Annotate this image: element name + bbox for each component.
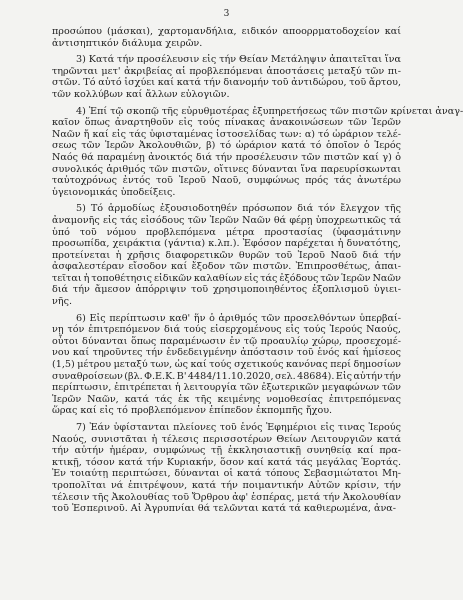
- text-line: ὑγειονομικάς ὑποδείξεις.: [52, 186, 176, 198]
- text-line: προσώπου (μάσκαι), χαρτομανδήλια, ειδικόν αποορρματοδοχείον καί: [52, 26, 401, 37]
- text-line: τροπολῖται νά ἐπιτρέψουν, κατά τήν ποιμαντικήν Αὐτῶν κρίσιν, τήν: [52, 479, 401, 491]
- text-line: καῖον ὅπως ἀναρτηθοῦν εἰς τούς πίνακας ἀνακοινώσεων τῶν Ἱερῶν: [52, 117, 401, 129]
- page-number: 3: [223, 9, 230, 19]
- text-line: περίπτωσιν, ἐπιτρέπεται ἡ λειτουργία τῶν ἐξωτερικῶν μεγαφώνων τῶν: [52, 382, 401, 394]
- text-line: 5) Τό ἁρμοδίως ἐξουσιοδοτηθέν πρόσωπον διά τόν ἔλεγχον τῆς: [76, 203, 401, 215]
- paragraph: [52, 105, 463, 199]
- text-line: 4) Ἐπί τῷ σκοπῷ τῆς εὐρυθμοτέρας ἐξυπηρετήσεως τῶν πιστῶν κρίνεται ἀναγ-: [76, 105, 463, 117]
- text-line: Ἐν τοιαύτῃ περιπτώσει, δύνανται οἱ κατά τόπους Σεβασμιώτατοι Μη-: [52, 468, 401, 480]
- text-line: συνολικός ἀριθμός τῶν πιστῶν, οἵτινες δύνανται ἵνα παρευρίσκωνται: [52, 163, 401, 175]
- paragraph: [52, 54, 401, 100]
- paragraph: [52, 422, 401, 515]
- text-line: 3) Κατά τήν προσέλευσιν εἰς τήν Θείαν Μετάληψιν ἀπαιτεῖται ἵνα: [76, 54, 401, 66]
- text-line: Ναούς, συνιστᾶται ἡ τέλεσις περισσοτέρων Θείων Λειτουργιῶν κατά: [52, 433, 401, 445]
- text-line: (1,5) μέτρου μεταξύ των, ὡς καί τούς σχετικούς κανόνας περί δημοσίων: [52, 359, 401, 371]
- text-line: τοῦ Ἑσπερινοῦ. Αἱ Ἀγρυπνίαι θά τελῶνται κατά τά καθιερωμένα, ἀνα-: [52, 503, 397, 515]
- text-line: νου καί τηροῦντες τήν ἐνδεδειγμένην ἀπόστασιν τοῦ ἑνός καί ἡμίσεος: [52, 347, 401, 359]
- text-line: τῶν κολλύβων καί ἄλλων εὐλογιῶν.: [52, 88, 230, 100]
- text-line: τεῖται ἡ τοποθέτησις εἰδικῶν καλαθίων εἰς τάς ἐξόδους τῶν Ἱερῶν Ναῶν: [52, 272, 401, 284]
- text-line: νῃ τόν ἐπιτρεπόμενον διά τούς εἰσερχομένους εἰς τούς Ἱερούς Ναούς,: [52, 324, 401, 336]
- text-line: Ναός θά παραμένῃ ἀνοικτός διά τήν προσέλευσιν τῶν πιστῶν καί γ) ὁ: [52, 151, 401, 163]
- text-line: διά τήν ἄμεσον ἀπόρριψιν τοῦ χρησιμοποιηθέντος ἐξοπλισμοῦ ὑγιει-: [52, 284, 401, 296]
- text-line: προσωπίδα, χειράκτια (γάντια) κ.λπ.). Ἐφόσον παρέχεται ἡ δυνατότης,: [52, 238, 401, 250]
- paragraph: [52, 313, 401, 417]
- text-line: Ναῶν ἤ καί εἰς τάς ὑφισταμένας ἱστοσελίδας των: α) τό ὡράριον τελέ-: [52, 128, 401, 140]
- text-line: ἀναμονῆς εἰς τάς εἰσόδους τῶν Ἱερῶν Ναῶν θά φέρῃ ὑποχρεωτικῶς τά: [52, 214, 401, 226]
- text-line: κτικῇ, τόσον κατά τήν Κυριακήν, ὅσον καί κατά τάς μεγάλας Ἑορτάς.: [52, 456, 401, 468]
- text-line: προτείνεται ἡ χρῆσις διαφορετικῶν θυρῶν τοῦ Ἱεροῦ Ναοῦ διά τήν: [52, 249, 401, 261]
- text-line: 6) Εἰς περίπτωσιν καθ' ἥν ὁ ἀριθμός τῶν προσελθόντων ὑπερβαί-: [76, 312, 401, 324]
- text-line: ὥρας καί εἰς τό προβλεπόμενον ἐπίπεδον ἐκπομπῆς ἤχου.: [52, 405, 333, 417]
- text-line: σεως τῶν Ἱερῶν Ἀκολουθιῶν, β) τό ὡράριον κατά τό ὁποῖον ὁ Ἱερός: [52, 140, 401, 152]
- text-line: νῆς.: [52, 296, 73, 308]
- text-line: Ἱερῶν Ναῶν, κατά τάς ἐκ τῆς κειμένης νομοθεσίας ἐπιτρεπόμενας: [52, 393, 401, 405]
- paragraph: [52, 26, 401, 49]
- text-line: ἀσφαλεστέραν εἴσοδον καί ἔξοδον τῶν πιστῶν. Ἐπιπροσθέτως, ἀπαι-: [52, 261, 401, 273]
- text-line: ἀντισηπτικόν διάλυμα χειρῶν.: [52, 37, 203, 49]
- text-line: συναθροίσεων (βλ. Φ.Ε.Κ. Β' 4484/11.10.2020, σελ. 48684). Εἰς αὐτήν τήν: [52, 370, 401, 382]
- paragraph: [52, 203, 401, 307]
- text-line: τήν αὐτήν ἡμέραν, συμφώνως τῇ ἐκκλησιαστικῇ συνηθείᾳ καί πρα-: [52, 445, 401, 457]
- text-line: ὑπό τοῦ νόμου προβλεπόμενα μέτρα προστασίας (ὑφασμάτινην: [52, 226, 401, 238]
- text-line: 7) Ἐάν ὑφίστανται πλείονες τοῦ ἑνός Ἐφημέριοι εἰς τινας Ἱερούς: [76, 422, 401, 433]
- document-body: [52, 26, 463, 515]
- text-line: οὗτοι δύνανται ὅπως παραμένωσιν ἐν τῷ προαυλίῳ χώρῳ, προσεχομέ-: [52, 335, 401, 347]
- text-line: ταὐτοχρόνως ἐντός τοῦ Ἱεροῦ Ναοῦ, συμφώνως πρός τάς ἀνωτέρω: [52, 175, 401, 187]
- text-line: στῶν. Τό αὐτό ἰσχύει καί κατά τήν διανομήν τοῦ ἀντιδώρου, τοῦ ἄρτου,: [52, 77, 401, 89]
- text-line: τηρῶνται μετ' ἀκριβείας αἱ προβλεπόμεναι ἀποστάσεις μεταξύ τῶν πι-: [52, 65, 401, 77]
- text-line: τέλεσιν τῆς Ἀκολουθίας τοῦ Ὄρθρου ἀφ' ἑσπέρας, μετά τήν Ἀκολουθίαν: [52, 491, 401, 503]
